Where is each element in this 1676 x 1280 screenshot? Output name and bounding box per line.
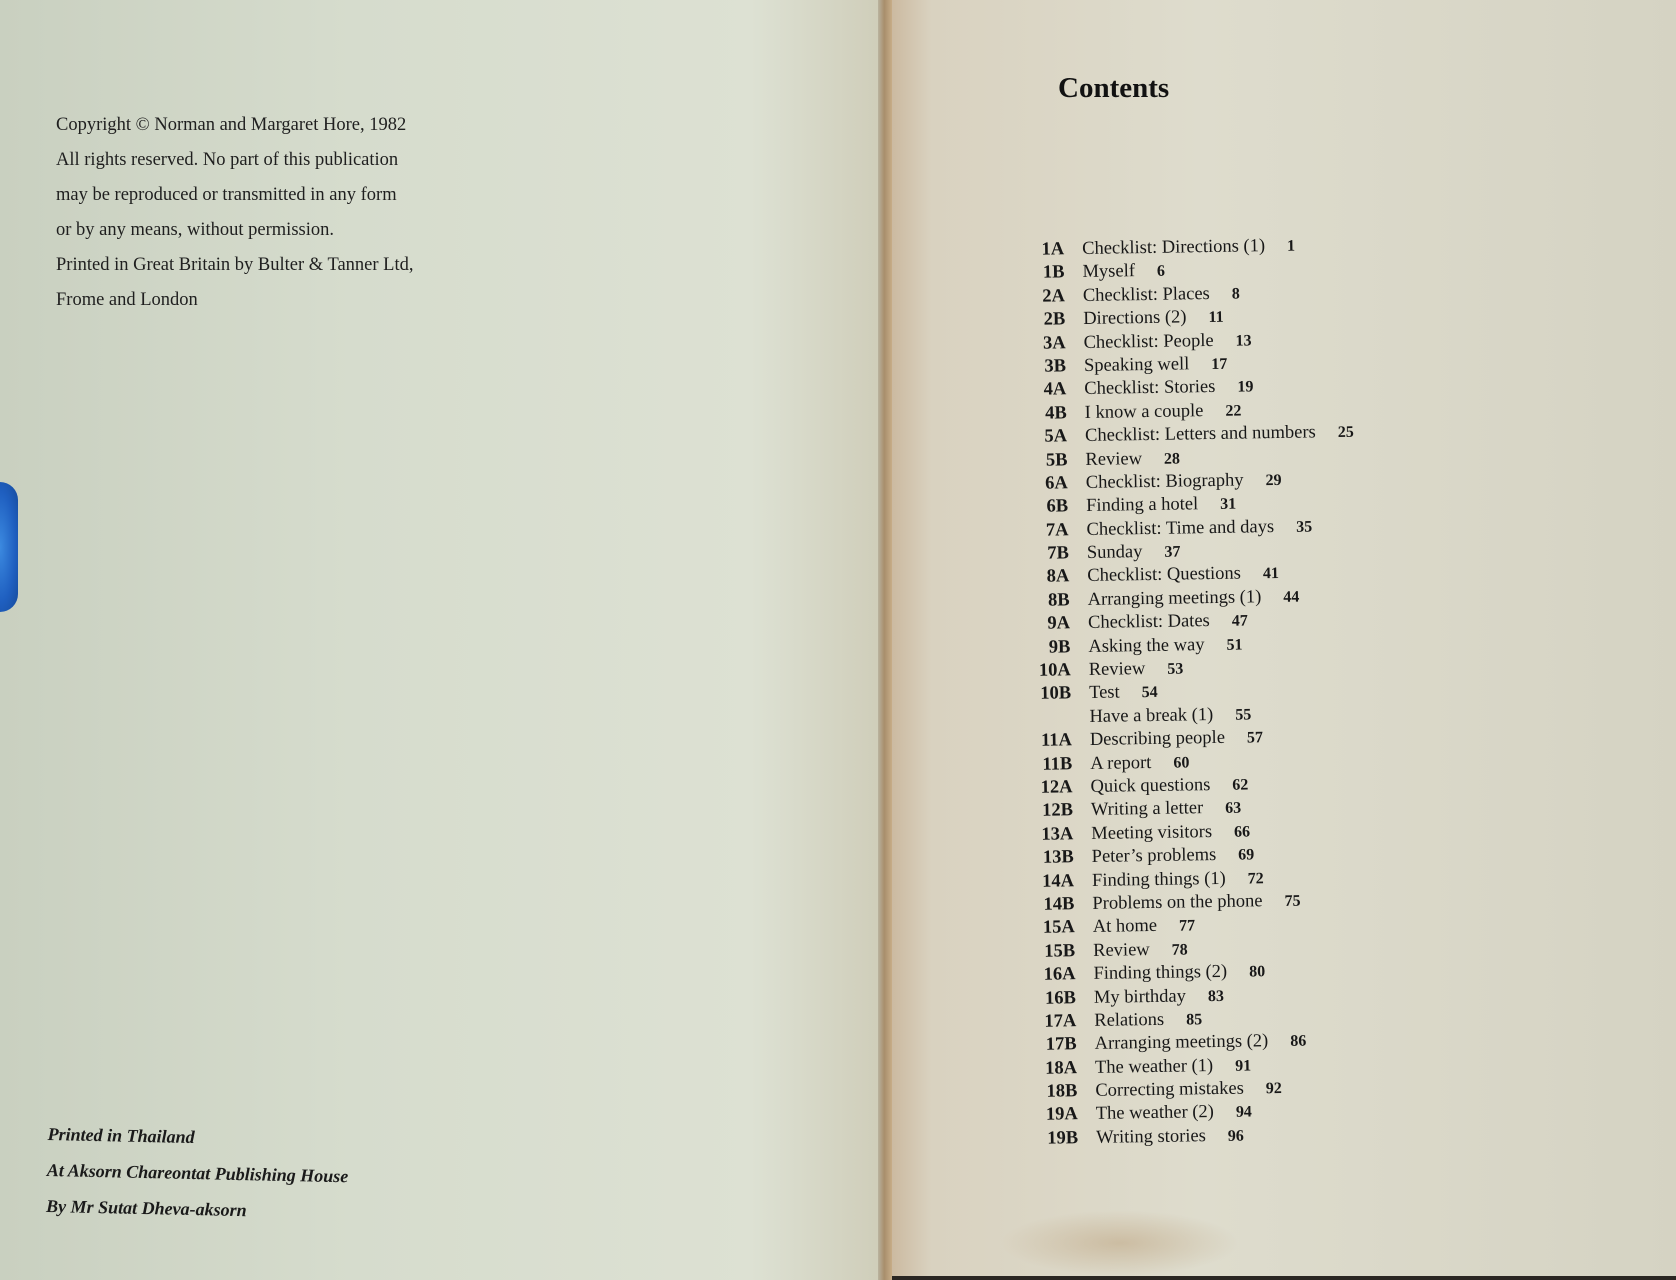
toc-entry-number: 8A xyxy=(1046,566,1070,588)
toc-entry-page: 29 xyxy=(1265,471,1282,490)
toc-entry-title: Asking the way xyxy=(1088,634,1205,657)
toc-entry-number: 9A xyxy=(1047,613,1071,634)
toc-entry-title: Finding a hotel xyxy=(1086,494,1199,517)
toc-entry-page: 83 xyxy=(1207,987,1225,1005)
toc-entry-number xyxy=(1028,722,1072,723)
toc-entry-title: Finding things (1) xyxy=(1091,868,1226,891)
toc-entry-page: 44 xyxy=(1283,588,1300,606)
toc-entry-number: 10B xyxy=(1040,683,1072,705)
toc-entry-page: 57 xyxy=(1246,729,1264,747)
toc-entry-title: Checklist: People xyxy=(1083,330,1214,353)
toc-entry-title: Correcting mistakes xyxy=(1095,1078,1244,1101)
toc-entry-number: 8B xyxy=(1047,590,1070,611)
copyright-block xyxy=(56,108,516,318)
toc-entry-title: Checklist: Stories xyxy=(1084,377,1216,400)
toc-entry-page: 63 xyxy=(1225,799,1242,818)
table-of-contents xyxy=(1020,231,1594,1152)
toc-entry-page: 75 xyxy=(1284,892,1301,910)
toc-entry-number: 2A xyxy=(1042,286,1066,307)
toc-entry-page: 35 xyxy=(1295,518,1313,536)
toc-entry-number: 1A xyxy=(1041,239,1065,260)
imprint-line: At Aksorn Chareontat Publishing House xyxy=(46,1159,349,1187)
toc-entry-page: 66 xyxy=(1233,823,1251,841)
toc-entry-page: 41 xyxy=(1262,565,1280,583)
copyright-line: Printed in Great Britain by Bulter & Tanner Ltd, xyxy=(56,255,414,275)
toc-entry-page: 54 xyxy=(1141,684,1158,702)
contents-title: Contents xyxy=(1058,72,1170,104)
page-stain xyxy=(1000,1210,1240,1276)
toc-entry-number: 16B xyxy=(1044,987,1077,1009)
toc-entry-page: 37 xyxy=(1164,543,1181,561)
toc-entry-number: 6A xyxy=(1045,473,1068,494)
toc-entry-page: 53 xyxy=(1167,660,1184,678)
toc-entry-page: 8 xyxy=(1231,285,1240,303)
copyright-line: Frome and London xyxy=(56,290,198,310)
toc-entry-page: 78 xyxy=(1171,941,1188,959)
toc-entry-title: Review xyxy=(1088,659,1146,681)
toc-entry-page: 17 xyxy=(1211,355,1228,373)
toc-entry-title: Test xyxy=(1088,682,1120,704)
toc-entry-number: 14A xyxy=(1042,870,1075,892)
toc-entry-number: 14B xyxy=(1043,894,1075,915)
toc-entry-page: 25 xyxy=(1337,423,1354,442)
toc-entry-number: 6B xyxy=(1046,496,1069,517)
toc-entry-page: 85 xyxy=(1186,1011,1203,1029)
toc-entry-page: 51 xyxy=(1226,636,1243,654)
toc-entry-title: Checklist: Questions xyxy=(1087,564,1242,587)
toc-entry-page: 80 xyxy=(1249,963,1266,981)
toc-entry-title: Arranging meetings (1) xyxy=(1087,587,1262,610)
toc-entry-page: 55 xyxy=(1235,706,1252,724)
toc-entry-page: 94 xyxy=(1235,1103,1253,1122)
toc-entry-number: 19B xyxy=(1047,1128,1079,1149)
toc-entry-page: 72 xyxy=(1247,869,1264,888)
toc-entry-title: Sunday xyxy=(1086,542,1143,564)
toc-entry-number: 2B xyxy=(1043,309,1066,330)
toc-entry-number: 13A xyxy=(1041,824,1074,845)
toc-entry-page: 22 xyxy=(1225,402,1242,420)
toc-entry-number: 3A xyxy=(1042,332,1066,354)
toc-entry-number: 4A xyxy=(1043,379,1067,400)
toc-entry-title: Describing people xyxy=(1089,728,1226,751)
toc-entry-title: Review xyxy=(1085,448,1143,470)
toc-entry-number: 5A xyxy=(1044,426,1068,447)
toc-entry-number: 15A xyxy=(1042,917,1075,939)
toc-entry-page: 91 xyxy=(1235,1057,1252,1075)
toc-entry-number: 3B xyxy=(1044,356,1067,377)
toc-entry-page: 13 xyxy=(1235,331,1252,350)
toc-entry-title: The weather (1) xyxy=(1094,1055,1214,1078)
toc-entry-number: 16A xyxy=(1043,964,1076,985)
toc-entry-title: Writing stories xyxy=(1095,1126,1206,1148)
imprint-block xyxy=(46,1116,428,1232)
toc-entry-title: Peter’s problems xyxy=(1091,845,1217,868)
toc-entry-title: Meeting visitors xyxy=(1091,821,1213,844)
toc-entry-title: Review xyxy=(1093,939,1150,961)
toc-entry-page: 47 xyxy=(1231,612,1248,630)
toc-entry-title: Relations xyxy=(1094,1009,1165,1031)
book-gutter xyxy=(878,0,892,1280)
toc-entry-title: Writing a letter xyxy=(1090,798,1204,821)
toc-entry-page: 96 xyxy=(1227,1127,1244,1145)
toc-entry-title: Speaking well xyxy=(1083,354,1190,376)
toc-entry-number: 13B xyxy=(1042,847,1074,868)
copyright-line: or by any means, without permission. xyxy=(56,220,334,240)
toc-entry-title: Myself xyxy=(1082,261,1136,283)
imprint-line: Printed in Thailand xyxy=(47,1123,195,1148)
toc-entry-title: Directions (2) xyxy=(1083,307,1187,330)
toc-entry-number: 1B xyxy=(1042,262,1065,284)
toc-entry-page: 86 xyxy=(1290,1032,1307,1051)
toc-entry-page: 69 xyxy=(1238,846,1255,864)
toc-entry-title: A report xyxy=(1090,752,1152,774)
toc-entry-number: 17B xyxy=(1045,1034,1077,1055)
imprint-line: By Mr Sutat Dheva-aksorn xyxy=(45,1195,247,1221)
toc-entry-page: 77 xyxy=(1178,917,1196,935)
toc-entry-number: 11B xyxy=(1042,753,1073,775)
toc-entry-page: 62 xyxy=(1232,776,1249,794)
toc-entry-title: Checklist: Time and days xyxy=(1086,516,1275,540)
toc-entry-number: 17A xyxy=(1044,1011,1077,1032)
toc-entry-number: 18B xyxy=(1046,1081,1078,1102)
toc-entry-page: 19 xyxy=(1237,378,1254,396)
copyright-line: Copyright © Norman and Margaret Hore, 1982 xyxy=(56,115,407,135)
toc-entry-number: 7A xyxy=(1045,519,1069,541)
toc-entry-number: 11A xyxy=(1040,730,1073,751)
toc-entry-number: 10A xyxy=(1038,660,1071,681)
toc-entry-title: Checklist: Letters and numbers xyxy=(1084,422,1316,447)
toc-entry-number: 18A xyxy=(1044,1057,1078,1079)
toc-entry-number: 19A xyxy=(1045,1104,1078,1126)
toc-entry-number: 7B xyxy=(1047,543,1070,564)
toc-entry-title: I know a couple xyxy=(1084,400,1204,423)
toc-entry-title: Checklist: Biography xyxy=(1085,470,1244,493)
toc-entry-number: 5B xyxy=(1045,449,1068,471)
toc-entry-page: 60 xyxy=(1173,753,1190,772)
toc-entry-page: 6 xyxy=(1156,263,1166,281)
toc-entry-title: Checklist: Dates xyxy=(1087,611,1210,634)
toc-entry-title: Checklist: Places xyxy=(1082,283,1210,306)
toc-entry-title: At home xyxy=(1092,916,1158,938)
toc-entry-title: Have a break (1) xyxy=(1089,704,1214,727)
toc-entry-number: 9B xyxy=(1048,636,1071,658)
toc-entry-number: 12A xyxy=(1040,777,1073,798)
toc-entry-page: 31 xyxy=(1220,495,1237,514)
copyright-line: may be reproduced or transmitted in any form xyxy=(56,185,397,205)
toc-entry-title: Checklist: Directions (1) xyxy=(1081,236,1266,260)
toc-entry-number: 4B xyxy=(1044,403,1067,424)
toc-entry-title: My birthday xyxy=(1093,985,1187,1008)
toc-entry-title: The weather (2) xyxy=(1095,1102,1215,1125)
toc-entry-page: 28 xyxy=(1163,450,1181,468)
toc-entry-number: 15B xyxy=(1044,940,1076,962)
toc-entry-number: 12B xyxy=(1041,800,1074,822)
toc-entry-page: 1 xyxy=(1286,237,1296,255)
toc-entry-page: 11 xyxy=(1208,308,1224,327)
toc-entry-title: Finding things (2) xyxy=(1093,961,1228,985)
copyright-line: All rights reserved. No part of this publication xyxy=(56,150,399,170)
toc-entry-page: 92 xyxy=(1265,1080,1282,1098)
toc-entry-title: Problems on the phone xyxy=(1092,891,1263,914)
bookmark-ribbon xyxy=(0,482,18,612)
toc-entry-title: Quick questions xyxy=(1090,775,1211,797)
toc-entry-title: Arranging meetings (2) xyxy=(1094,1031,1269,1055)
